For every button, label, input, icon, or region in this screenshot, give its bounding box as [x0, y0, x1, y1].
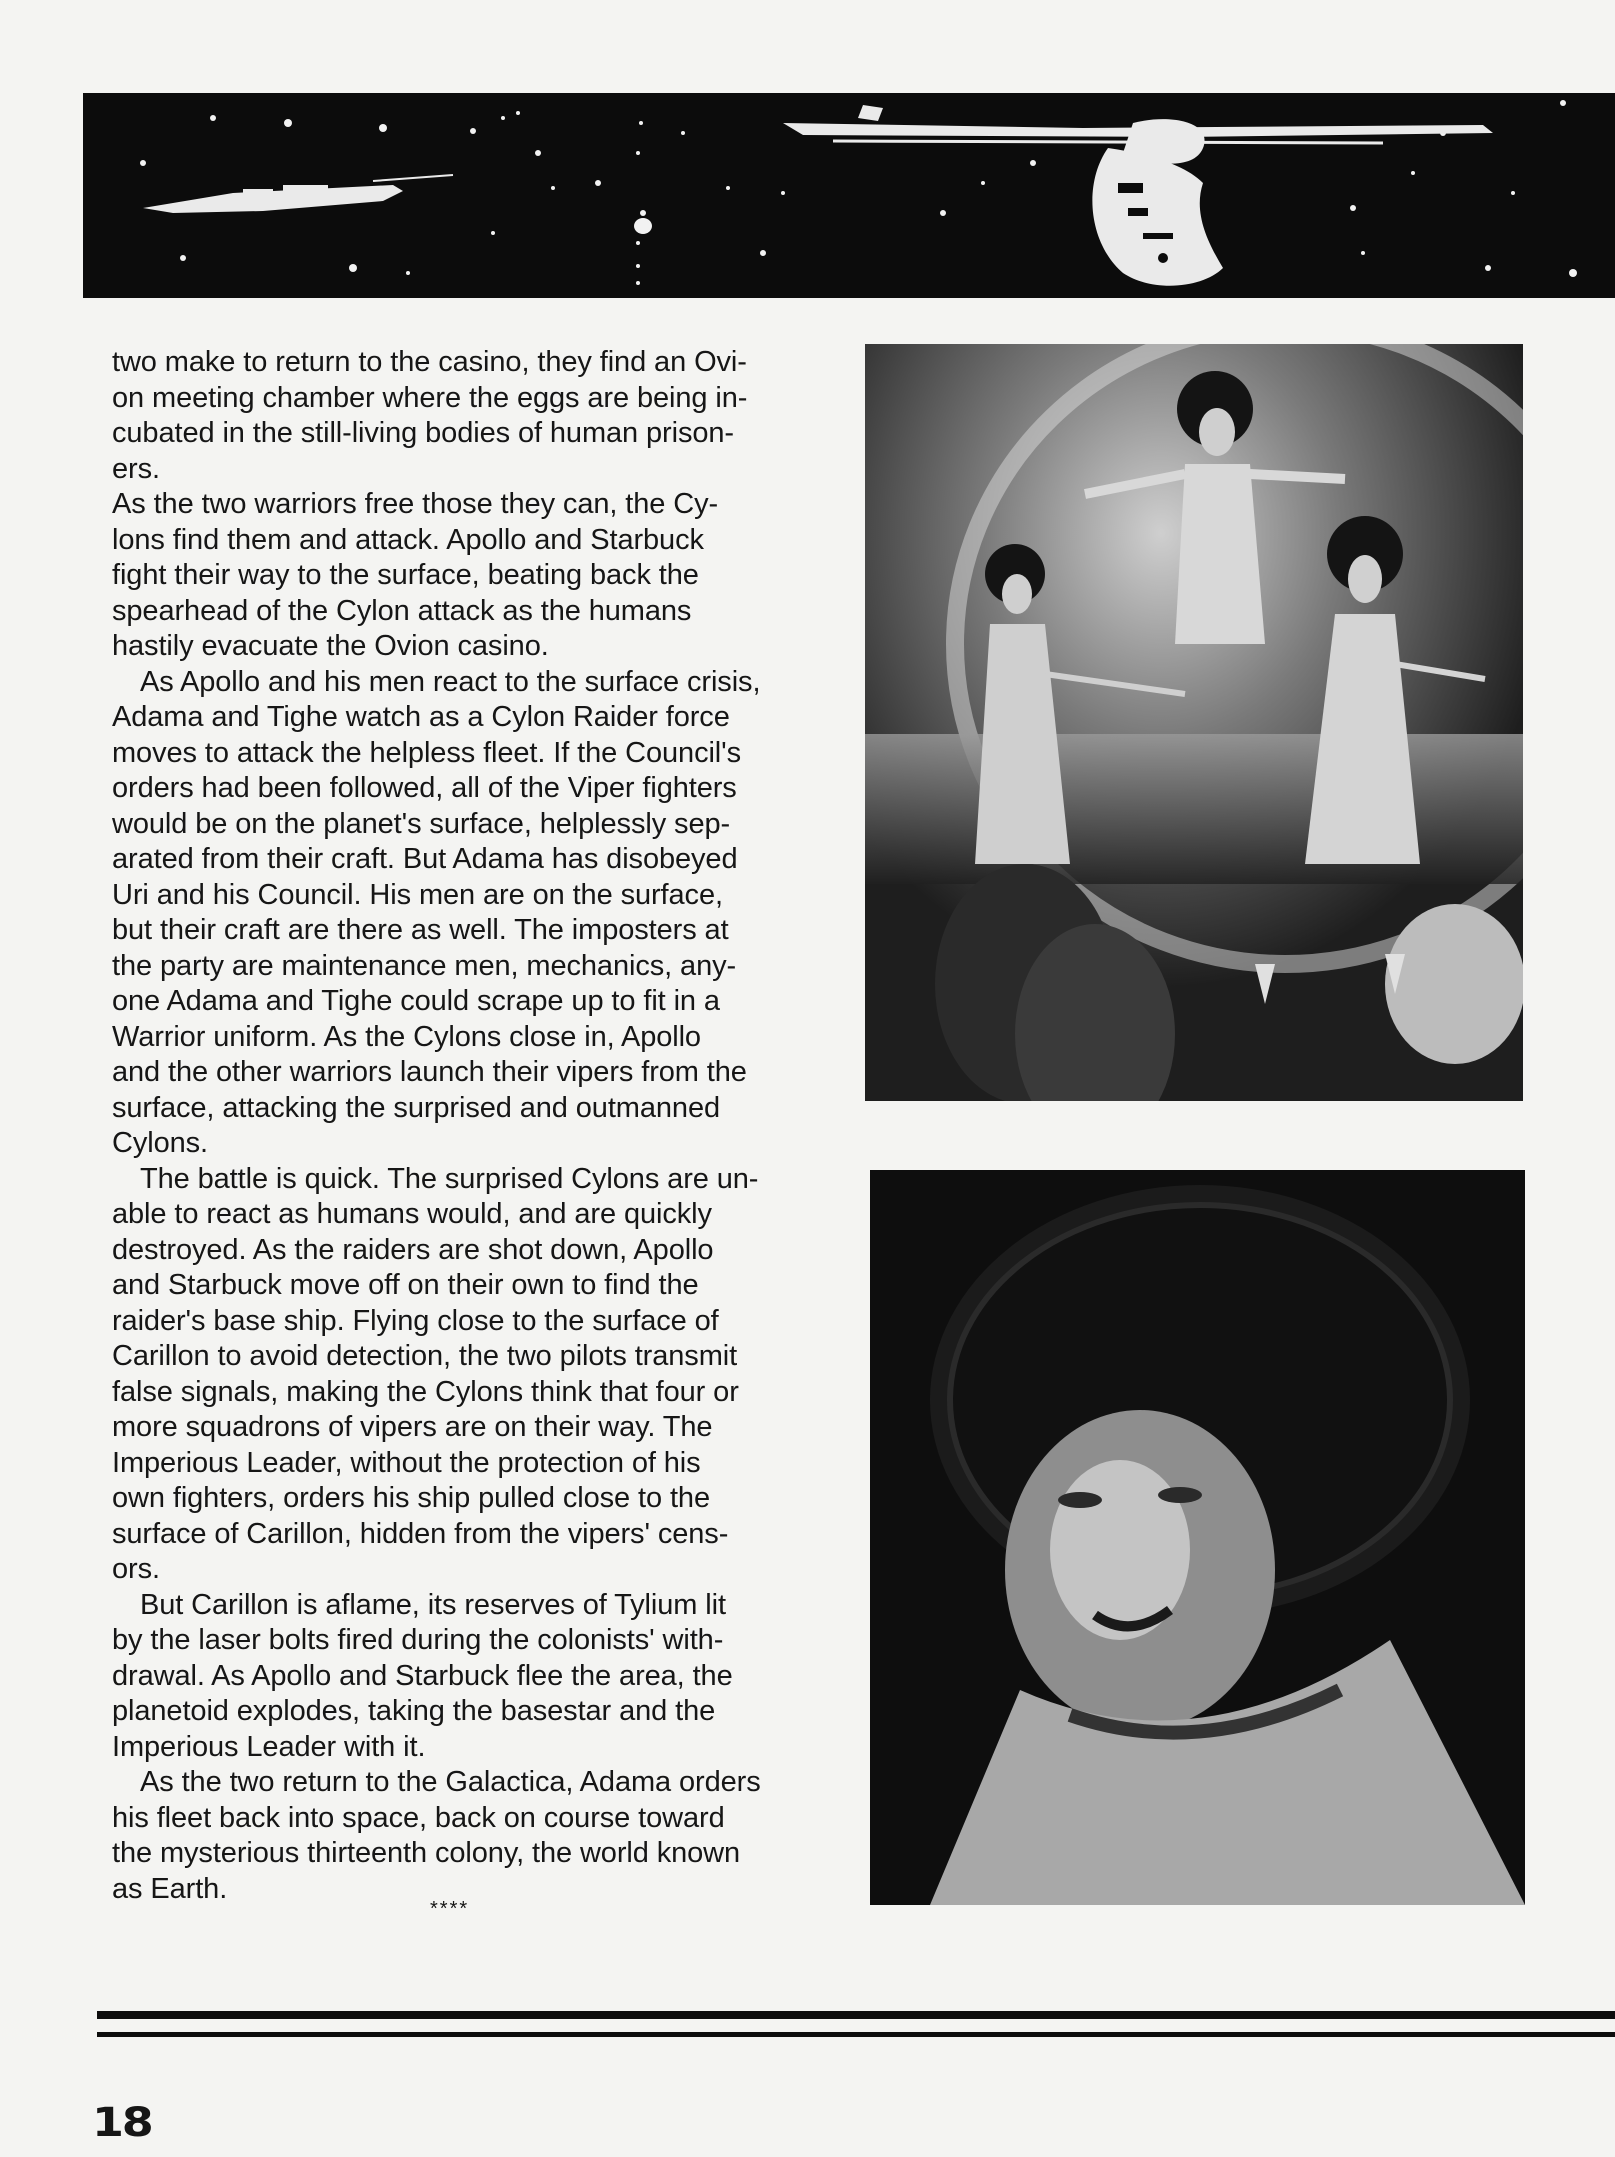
space-starfield-spaceships-icon [83, 93, 1615, 298]
footer-rule [97, 2011, 1615, 2019]
footer-rule [97, 2032, 1615, 2037]
article-paragraph: As the two return to the Galactica, Adama orders his fleet back into space, back on course toward the mysterious thirteenth colony, the world known as Earth. [112, 1766, 761, 1905]
photo-dancers [865, 344, 1523, 1101]
article-end-mark: **** [430, 1898, 470, 1920]
photo-portrait [870, 1170, 1525, 1905]
dancers-on-stage-photo-icon [865, 344, 1523, 1101]
header-banner [83, 93, 1615, 298]
page-number: 18 [92, 2100, 152, 2146]
article-paragraph: The battle is quick. The surprised Cylons are un- able to react as humans would, and are quickly destroyed. As the raiders are shot down, Apollo and Starbuck move off on their own to find the raider's base ship. Flying close to the surface of Carillon to avoid detection, the two pilots transmit false signals, making the Cylons think that four or more squadrons of vipers are on their way. The Imperious Leader, without the protection of his own fighters, orders his ship pulled close to the surface of Carillon, hidden from the vipers' cens- ors. [112, 1162, 759, 1585]
article-paragraph: As Apollo and his men react to the surface crisis, Adama and Tighe watch as a Cylon Raider force moves to attack the helpless fleet. If the Council's orders had been followed, all of the Viper fighters would be on the planet's surface, helplessly sep- arated from their craft. But Adama has disobeyed Uri and his Council. His men are on the surface, but their craft are there as well. The imposters at the party are maintenance men, mechanics, any- one Adama and Tighe could scrape up to fit in a Warrior uniform. As the Cylons close in, Apollo and the other warriors launch their vipers from the surface, attacking the surprised and outmanned Cylons. [112, 665, 761, 1159]
article-paragraph: But Carillon is aflame, its reserves of Tylium lit by the laser bolts fired during the colonists' with- drawal. As Apollo and Starbuck flee the area, the planetoid explodes, taking the basestar and the Imperious Leader with it. [112, 1588, 733, 1763]
article-paragraph: two make to return to the casino, they find an Ovi- on meeting chamber where the eggs are being in- cubated in the still-living bodies of human prison- ers. [112, 346, 748, 485]
article-paragraph: As the two warriors free those they can, the Cy- lons find them and attack. Apollo and Starbuck fight their way to the surface, beating back the spearhead of the Cylon attack as the humans hastily evacuate the Ovion casino. [112, 488, 719, 662]
article-body [112, 345, 812, 1907]
portrait-closeup-photo-icon [870, 1170, 1525, 1905]
